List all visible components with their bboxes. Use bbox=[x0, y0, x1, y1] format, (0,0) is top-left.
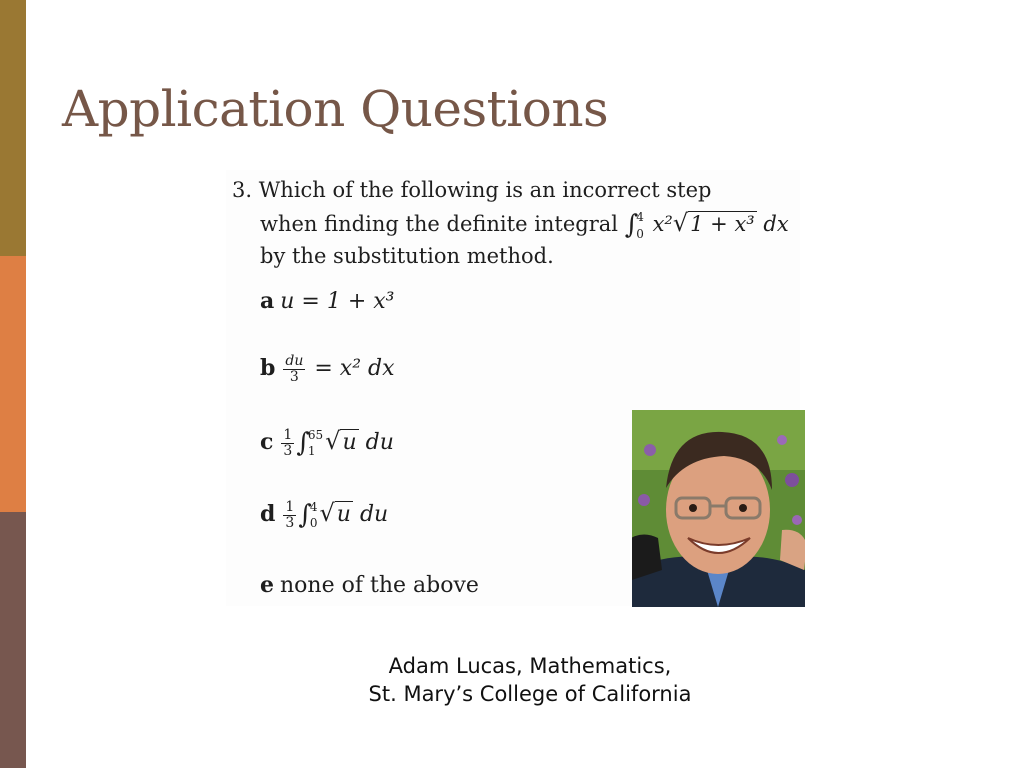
option-d-upper: 4 bbox=[309, 499, 318, 514]
integrand-differential: dx bbox=[763, 212, 789, 236]
question-line-2-text: when finding the definite integral bbox=[260, 212, 619, 236]
option-e-text: none of the above bbox=[280, 573, 479, 598]
side-bar-top bbox=[0, 0, 26, 256]
side-bar-bottom bbox=[0, 512, 26, 768]
option-b-label: b bbox=[260, 355, 276, 382]
option-a bbox=[260, 288, 395, 314]
option-c-lower: 1 bbox=[307, 444, 316, 458]
option-c-label: c bbox=[260, 429, 274, 455]
option-b-denominator: 3 bbox=[289, 368, 299, 385]
option-c bbox=[260, 426, 394, 459]
option-d bbox=[260, 498, 388, 531]
option-d-rest: du bbox=[359, 502, 389, 527]
integral-lower: 0 bbox=[636, 226, 644, 241]
option-b-fraction bbox=[283, 354, 305, 384]
question-line-3: by the substitution method. bbox=[260, 244, 554, 268]
option-c-radical: √ bbox=[325, 427, 341, 455]
option-c-rest: du bbox=[365, 430, 394, 455]
option-b bbox=[260, 354, 395, 384]
option-e bbox=[260, 572, 479, 598]
integral-sign: ∫ bbox=[624, 210, 639, 240]
side-bar-middle bbox=[0, 256, 26, 512]
option-b-rest: = x² dx bbox=[314, 356, 395, 382]
integrand-pre: x² bbox=[652, 212, 673, 236]
option-d-radicand: u bbox=[336, 502, 351, 527]
option-c-radicand: u bbox=[342, 430, 357, 455]
portrait-photo bbox=[632, 410, 805, 607]
option-b-numerator: du bbox=[285, 353, 304, 369]
option-c-fraction bbox=[281, 428, 294, 458]
option-e-label: e bbox=[260, 572, 274, 598]
question-line-1: 3. Which of the following is an incorrect step bbox=[232, 178, 712, 202]
option-d-denominator: 3 bbox=[285, 514, 295, 531]
slide-title: Application Questions bbox=[62, 80, 609, 138]
caption-line-2: St. Mary’s College of California bbox=[368, 682, 692, 706]
option-d-radical: √ bbox=[319, 499, 335, 527]
option-d-label: d bbox=[260, 501, 276, 527]
radical-sign: √ bbox=[672, 209, 689, 237]
photo-caption bbox=[200, 652, 860, 708]
option-c-numerator: 1 bbox=[283, 426, 293, 443]
option-a-expr: u = 1 + x³ bbox=[280, 289, 395, 314]
option-d-integral-sign: ∫ bbox=[298, 500, 312, 530]
option-d-lower: 0 bbox=[309, 516, 318, 530]
option-c-limits bbox=[308, 427, 323, 459]
option-c-upper: 65 bbox=[307, 427, 324, 442]
option-c-integral-sign: ∫ bbox=[296, 428, 310, 458]
question-line-2 bbox=[260, 208, 789, 242]
integral-upper: 4 bbox=[636, 210, 644, 225]
option-a-label: a bbox=[260, 288, 275, 314]
integrand-radicand: 1 + x³ bbox=[690, 212, 755, 236]
option-d-numerator: 1 bbox=[285, 498, 295, 515]
option-c-denominator: 3 bbox=[283, 442, 293, 459]
portrait-illustration bbox=[632, 410, 805, 607]
caption-line-1: Adam Lucas, Mathematics, bbox=[388, 654, 672, 678]
option-d-fraction bbox=[283, 500, 296, 530]
